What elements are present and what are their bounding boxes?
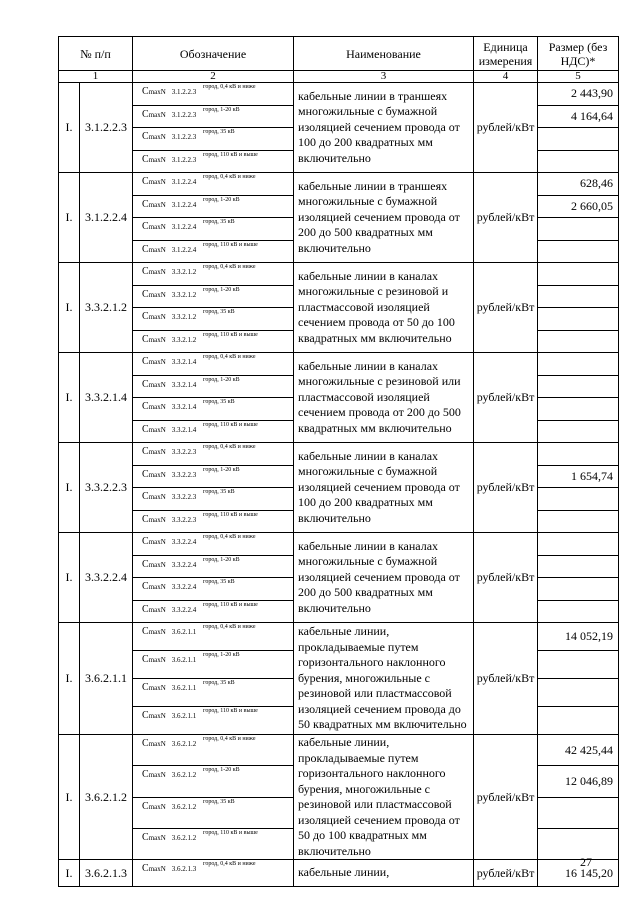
- symbol-code: 3.6.2.1.1: [171, 684, 197, 692]
- value-cell: [538, 510, 619, 533]
- voltage-level: город, 35 кВ: [203, 399, 235, 405]
- row-code: 3.3.2.2.3: [80, 443, 133, 533]
- designation-cell: [133, 443, 294, 466]
- row-code: 3.3.2.2.4: [80, 533, 133, 623]
- symbol-subscript: maxN: [148, 656, 166, 664]
- row-unit: рублей/кВт: [474, 623, 538, 735]
- value-cell: [538, 555, 619, 578]
- symbol-code: 3.1.2.2.4: [171, 223, 197, 231]
- value-cell: [538, 420, 619, 443]
- designation-cell: [133, 510, 294, 533]
- symbol-code: 3.3.2.2.4: [171, 583, 197, 591]
- voltage-level: город, 1-20 кВ: [203, 652, 240, 658]
- roman-numeral: I.: [59, 443, 80, 533]
- row-unit: рублей/кВт: [474, 735, 538, 860]
- symbol: [142, 109, 196, 120]
- value-cell: 2 443,90: [538, 83, 619, 106]
- symbol-subscript: maxN: [148, 833, 166, 842]
- symbol-subscript: maxN: [148, 515, 166, 524]
- value-cell: [538, 398, 619, 421]
- designation-cell: [133, 555, 294, 578]
- voltage-level: город, 110 кВ и выше: [203, 511, 258, 518]
- symbol-code: 3.3.2.1.2: [171, 313, 197, 321]
- voltage-level: город, 110 кВ и выше: [203, 151, 258, 158]
- value-cell: [538, 308, 619, 331]
- designation-cell: [133, 420, 294, 443]
- voltage-level: город, 35 кВ: [203, 129, 235, 135]
- symbol: [142, 289, 196, 300]
- symbol: [142, 801, 196, 812]
- designation-cell: [133, 218, 294, 241]
- row-code: 3.6.2.1.1: [80, 623, 133, 735]
- symbol: [142, 311, 196, 322]
- symbol-subscript: maxN: [148, 268, 166, 276]
- symbol: [142, 199, 196, 210]
- symbol-subscript: maxN: [148, 110, 166, 119]
- symbol: [142, 536, 196, 547]
- page-number: 27: [580, 855, 592, 869]
- table-row: [59, 83, 619, 106]
- symbol-letter: C: [142, 603, 149, 615]
- value-cell: [538, 285, 619, 308]
- designation-cell: [133, 375, 294, 398]
- symbol-subscript: maxN: [148, 605, 166, 614]
- value-cell: [538, 707, 619, 735]
- designation-cell: [133, 308, 294, 331]
- row-code: 3.3.2.1.2: [80, 263, 133, 353]
- value-cell: [538, 218, 619, 241]
- symbol: [142, 446, 196, 457]
- voltage-level: город, 35 кВ: [203, 309, 235, 315]
- value-cell: [538, 353, 619, 376]
- symbol: [142, 491, 196, 502]
- value-cell: [538, 263, 619, 286]
- symbol-letter: C: [142, 558, 149, 570]
- voltage-level: город, 110 кВ и выше: [203, 829, 258, 836]
- voltage-level: город, 1-20 кВ: [203, 556, 240, 563]
- symbol-subscript: maxN: [148, 802, 166, 811]
- symbol-letter: C: [142, 800, 149, 812]
- row-name: кабельные линии, прокладываемые путем горизонтального наклонного бурения, многожильные с резиновой или пластмассовой изоляцией сечением провода до 50 квадратных мм включительно: [294, 623, 474, 735]
- symbol: [142, 356, 196, 367]
- value-cell: 16 145,20: [538, 860, 619, 887]
- symbol: [142, 266, 196, 277]
- symbol: [142, 654, 196, 665]
- symbol-subscript: maxN: [148, 313, 166, 321]
- symbol: [142, 581, 196, 592]
- symbol: [142, 626, 196, 637]
- designation-cell: [133, 83, 294, 106]
- value-cell: [538, 150, 619, 173]
- symbol-code: 3.6.2.1.2: [171, 833, 197, 842]
- voltage-level: город, 1-20 кВ: [203, 466, 240, 473]
- symbol-code: 3.1.2.2.3: [171, 155, 197, 164]
- roman-numeral: I.: [59, 533, 80, 623]
- value-cell: [538, 828, 619, 859]
- symbol-subscript: maxN: [148, 560, 166, 569]
- symbol-subscript: maxN: [148, 358, 166, 366]
- roman-numeral: I.: [59, 173, 80, 263]
- designation-cell: [133, 651, 294, 679]
- roman-numeral: I.: [59, 83, 80, 173]
- value-cell: 628,46: [538, 173, 619, 196]
- column-number: 4: [474, 71, 538, 83]
- header-number: № п/п: [59, 37, 133, 71]
- symbol: [142, 379, 196, 390]
- row-code: 3.1.2.2.3: [80, 83, 133, 173]
- symbol-letter: C: [142, 401, 149, 412]
- table-row: [59, 263, 619, 286]
- voltage-level: город, 35 кВ: [203, 798, 235, 805]
- symbol-code: 3.6.2.1.2: [171, 771, 197, 780]
- value-cell: [538, 443, 619, 466]
- voltage-level: город, 35 кВ: [203, 579, 235, 585]
- symbol-letter: C: [142, 682, 149, 693]
- symbol-code: 3.6.2.1.1: [171, 656, 197, 664]
- symbol-code: 3.3.2.2.4: [171, 605, 197, 614]
- voltage-level: город, 0,4 кВ и ниже: [203, 174, 256, 180]
- symbol-letter: C: [142, 831, 149, 843]
- table-row: [59, 735, 619, 766]
- column-number: 5: [538, 71, 619, 83]
- value-cell: [538, 600, 619, 623]
- symbol-letter: C: [142, 581, 149, 592]
- symbol-code: 3.6.2.1.2: [171, 802, 197, 811]
- symbol-subscript: maxN: [148, 865, 166, 873]
- symbol: [142, 244, 196, 255]
- symbol-subscript: maxN: [148, 771, 166, 780]
- table-row: [59, 860, 619, 887]
- symbol-letter: C: [142, 710, 149, 721]
- symbol-letter: C: [142, 108, 149, 120]
- symbol-subscript: maxN: [148, 88, 166, 96]
- voltage-level: город, 0,4 кВ и ниже: [203, 861, 256, 867]
- symbol-letter: C: [142, 863, 149, 874]
- symbol-subscript: maxN: [148, 155, 166, 164]
- table-header: [59, 37, 619, 83]
- voltage-level: город, 1-20 кВ: [203, 376, 240, 383]
- row-unit: рублей/кВт: [474, 443, 538, 533]
- voltage-level: город, 0,4 кВ и ниже: [203, 354, 256, 360]
- symbol-code: 3.3.2.2.4: [171, 538, 197, 546]
- row-name: кабельные линии в траншеях многожильные с бумажной изоляцией сечением провода от 200 до 500 квадратных мм включительно: [294, 173, 474, 263]
- header-unit: Единица измерения: [474, 37, 538, 71]
- designation-cell: [133, 240, 294, 263]
- symbol-code: 3.1.2.2.4: [171, 245, 197, 254]
- row-name: кабельные линии в каналах многожильные с бумажной изоляцией сечением провода от 200 до 500 квадратных мм включительно: [294, 533, 474, 623]
- symbol-letter: C: [142, 198, 149, 210]
- symbol-letter: C: [142, 446, 149, 457]
- symbol-letter: C: [142, 176, 149, 187]
- symbol-subscript: maxN: [148, 493, 166, 501]
- symbol-code: 3.3.2.2.3: [171, 448, 197, 456]
- symbol-subscript: maxN: [148, 223, 166, 231]
- designation-cell: [133, 465, 294, 488]
- symbol-letter: C: [142, 738, 149, 749]
- voltage-level: город, 110 кВ и выше: [203, 331, 258, 338]
- symbol-subscript: maxN: [148, 178, 166, 186]
- symbol-subscript: maxN: [148, 583, 166, 591]
- row-name: кабельные линии,: [294, 860, 474, 887]
- designation-cell: [133, 533, 294, 556]
- symbol: [142, 682, 196, 693]
- symbol-code: 3.6.2.1.2: [171, 740, 197, 748]
- roman-numeral: I.: [59, 263, 80, 353]
- symbol-code: 3.3.2.2.3: [171, 493, 197, 501]
- symbol-subscript: maxN: [148, 448, 166, 456]
- table-row: [59, 623, 619, 651]
- voltage-level: город, 35 кВ: [203, 219, 235, 225]
- symbol-subscript: maxN: [148, 425, 166, 434]
- symbol-subscript: maxN: [148, 684, 166, 692]
- symbol-letter: C: [142, 626, 149, 637]
- symbol: [142, 176, 196, 187]
- symbol-subscript: maxN: [148, 712, 166, 720]
- symbol-code: 3.3.2.2.4: [171, 560, 197, 569]
- roman-numeral: I.: [59, 860, 80, 887]
- symbol-subscript: maxN: [148, 380, 166, 389]
- voltage-level: город, 0,4 кВ и ниже: [203, 736, 256, 742]
- row-name: кабельные линии в траншеях многожильные с бумажной изоляцией сечением провода от 100 до 200 квадратных мм включительно: [294, 83, 474, 173]
- value-cell: 12 046,89: [538, 766, 619, 797]
- voltage-level: город, 1-20 кВ: [203, 196, 240, 203]
- symbol-code: 3.1.2.2.3: [171, 88, 197, 96]
- symbol-letter: C: [142, 769, 149, 781]
- row-unit: рублей/кВт: [474, 173, 538, 263]
- voltage-level: город, 110 кВ и выше: [203, 601, 258, 608]
- value-cell: [538, 797, 619, 828]
- roman-numeral: I.: [59, 623, 80, 735]
- symbol-letter: C: [142, 468, 149, 480]
- symbol: [142, 559, 196, 570]
- value-cell: [538, 128, 619, 151]
- column-number: 2: [133, 71, 294, 83]
- table-row: [59, 353, 619, 376]
- symbol-subscript: maxN: [148, 335, 166, 344]
- symbol: [142, 469, 196, 480]
- row-name: кабельные линии, прокладываемые путем горизонтального наклонного бурения, многожильные с резиновой или пластмассовой изоляцией сечением провода от 50 до 100 квадратных мм включительно: [294, 735, 474, 860]
- table-body: [59, 83, 619, 887]
- value-cell: [538, 651, 619, 679]
- symbol: [142, 514, 196, 525]
- symbol-code: 3.3.2.1.2: [171, 268, 197, 276]
- symbol-letter: C: [142, 266, 149, 277]
- designation-cell: [133, 263, 294, 286]
- voltage-level: город, 0,4 кВ и ниже: [203, 264, 256, 270]
- symbol-code: 3.1.2.2.4: [171, 178, 197, 186]
- voltage-level: город, 110 кВ и выше: [203, 708, 258, 714]
- symbol-code: 3.3.2.1.4: [171, 403, 197, 411]
- designation-cell: [133, 353, 294, 376]
- symbol: [142, 604, 196, 615]
- row-name: кабельные линии в каналах многожильные с резиновой или пластмассовой изоляцией сечением провода от 200 до 500 квадратных мм включительно: [294, 353, 474, 443]
- symbol-code: 3.1.2.2.3: [171, 110, 197, 119]
- table-row: [59, 533, 619, 556]
- symbol-letter: C: [142, 131, 149, 142]
- row-code: 3.6.2.1.3: [80, 860, 133, 887]
- symbol-code: 3.3.2.1.2: [171, 290, 197, 299]
- row-code: 3.3.2.1.4: [80, 353, 133, 443]
- symbol-subscript: maxN: [148, 290, 166, 299]
- symbol-subscript: maxN: [148, 200, 166, 209]
- designation-cell: [133, 578, 294, 601]
- tariff-table: [58, 36, 619, 887]
- symbol-code: 3.1.2.2.3: [171, 133, 197, 141]
- header-size: Размер (без НДС)*: [538, 37, 619, 71]
- symbol-letter: C: [142, 333, 149, 345]
- symbol: [142, 832, 196, 843]
- designation-cell: [133, 150, 294, 173]
- symbol-code: 3.3.2.1.4: [171, 425, 197, 434]
- designation-cell: [133, 285, 294, 308]
- value-cell: [538, 533, 619, 556]
- header-designation: Обозначение: [133, 37, 294, 71]
- symbol-letter: C: [142, 311, 149, 322]
- column-number: 3: [294, 71, 474, 83]
- designation-cell: [133, 679, 294, 707]
- voltage-level: город, 1-20 кВ: [203, 767, 240, 774]
- symbol-letter: C: [142, 288, 149, 300]
- column-number: 1: [59, 71, 133, 83]
- voltage-level: город, 1-20 кВ: [203, 286, 240, 293]
- symbol-letter: C: [142, 536, 149, 547]
- designation-cell: [133, 128, 294, 151]
- row-unit: рублей/кВт: [474, 263, 538, 353]
- value-cell: 2 660,05: [538, 195, 619, 218]
- table-row: [59, 443, 619, 466]
- row-code: 3.6.2.1.2: [80, 735, 133, 860]
- symbol-subscript: maxN: [148, 470, 166, 479]
- symbol-code: 3.1.2.2.4: [171, 200, 197, 209]
- symbol: [142, 424, 196, 435]
- value-cell: [538, 375, 619, 398]
- symbol-subscript: maxN: [148, 628, 166, 636]
- table-row: [59, 173, 619, 196]
- header-name: Наименование: [294, 37, 474, 71]
- value-cell: 1 654,74: [538, 465, 619, 488]
- symbol-letter: C: [142, 221, 149, 232]
- voltage-level: город, 0,4 кВ и ниже: [203, 444, 256, 450]
- symbol: [142, 401, 196, 412]
- symbol-letter: C: [142, 654, 149, 665]
- symbol: [142, 86, 196, 97]
- row-code: 3.1.2.2.4: [80, 173, 133, 263]
- symbol: [142, 221, 196, 232]
- symbol: [142, 154, 196, 165]
- symbol-subscript: maxN: [148, 403, 166, 411]
- symbol: [142, 334, 196, 345]
- symbol-code: 3.6.2.1.3: [171, 865, 197, 873]
- voltage-level: город, 1-20 кВ: [203, 106, 240, 113]
- row-name: кабельные линии в каналах многожильные с бумажной изоляцией сечением провода от 100 до 200 квадратных мм включительно: [294, 443, 474, 533]
- designation-cell: [133, 173, 294, 196]
- designation-cell: [133, 766, 294, 797]
- symbol-code: 3.3.2.2.3: [171, 470, 197, 479]
- row-unit: рублей/кВт: [474, 353, 538, 443]
- symbol-letter: C: [142, 243, 149, 255]
- value-cell: [538, 488, 619, 511]
- symbol-code: 3.3.2.1.4: [171, 380, 197, 389]
- designation-cell: [133, 797, 294, 828]
- symbol-code: 3.6.2.1.1: [171, 628, 197, 636]
- roman-numeral: I.: [59, 735, 80, 860]
- symbol-subscript: maxN: [148, 133, 166, 141]
- value-cell: 14 052,19: [538, 623, 619, 651]
- designation-cell: [133, 398, 294, 421]
- symbol-letter: C: [142, 491, 149, 502]
- designation-cell: [133, 860, 294, 887]
- symbol-code: 3.3.2.1.2: [171, 335, 197, 344]
- row-unit: рублей/кВт: [474, 83, 538, 173]
- voltage-level: город, 0,4 кВ и ниже: [203, 84, 256, 90]
- symbol-letter: C: [142, 378, 149, 390]
- roman-numeral: I.: [59, 353, 80, 443]
- symbol-subscript: maxN: [148, 538, 166, 546]
- symbol: [142, 863, 196, 874]
- voltage-level: город, 0,4 кВ и ниже: [203, 624, 256, 630]
- designation-cell: [133, 735, 294, 766]
- symbol: [142, 710, 196, 721]
- designation-cell: [133, 330, 294, 353]
- symbol-letter: C: [142, 423, 149, 435]
- symbol-letter: C: [142, 356, 149, 367]
- row-name: кабельные линии в каналах многожильные с резиновой и пластмассовой изоляцией сечением провода от 50 до 100 квадратных мм включительно: [294, 263, 474, 353]
- voltage-level: город, 110 кВ и выше: [203, 241, 258, 248]
- value-cell: 4 164,64: [538, 105, 619, 128]
- symbol-letter: C: [142, 513, 149, 525]
- voltage-level: город, 35 кВ: [203, 489, 235, 495]
- symbol-code: 3.6.2.1.1: [171, 712, 197, 720]
- value-cell: 42 425,44: [538, 735, 619, 766]
- value-cell: [538, 240, 619, 263]
- voltage-level: город, 0,4 кВ и ниже: [203, 534, 256, 540]
- row-unit: рублей/кВт: [474, 860, 538, 887]
- symbol: [142, 131, 196, 142]
- symbol-letter: C: [142, 153, 149, 165]
- voltage-level: город, 110 кВ и выше: [203, 421, 258, 428]
- row-unit: рублей/кВт: [474, 533, 538, 623]
- symbol-code: 3.3.2.2.3: [171, 515, 197, 524]
- symbol-subscript: maxN: [148, 740, 166, 748]
- symbol: [142, 769, 196, 780]
- value-cell: [538, 330, 619, 353]
- designation-cell: [133, 707, 294, 735]
- designation-cell: [133, 195, 294, 218]
- designation-cell: [133, 828, 294, 859]
- value-cell: [538, 578, 619, 601]
- designation-cell: [133, 488, 294, 511]
- symbol-letter: C: [142, 86, 149, 97]
- designation-cell: [133, 600, 294, 623]
- designation-cell: [133, 623, 294, 651]
- symbol-subscript: maxN: [148, 245, 166, 254]
- symbol: [142, 738, 196, 749]
- voltage-level: город, 35 кВ: [203, 680, 235, 686]
- symbol-code: 3.3.2.1.4: [171, 358, 197, 366]
- designation-cell: [133, 105, 294, 128]
- value-cell: [538, 679, 619, 707]
